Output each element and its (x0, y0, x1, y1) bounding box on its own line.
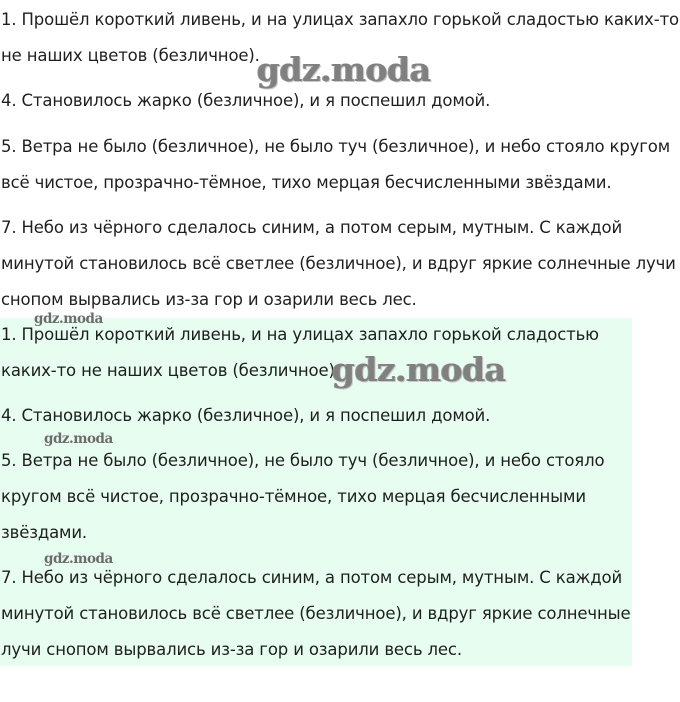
task-line-1: 1. Прошёл короткий ливень, и на улицах запахло горькой сладостью каких-то (1, 10, 679, 29)
watermark-logo: gdz.moda (257, 50, 431, 89)
task-line-6: 7. Небо из чёрного сделалось синим, а потом серым, мутным. С каждой (1, 218, 623, 237)
answer-line-4: 5. Ветра не было (безличное), не было туч (безличное), и небо стояло (1, 451, 605, 470)
watermark-logo-small: gdz.moda (44, 551, 113, 567)
task-line-3: 4. Становилось жарко (безличное), и я поспешил домой. (1, 91, 491, 110)
answer-line-3: 4. Становилось жарко (безличное), и я поспешил домой. (1, 406, 491, 425)
task-line-2: не наших цветов (безличное). (1, 46, 260, 65)
task-line-5: всё чистое, прозрачно-тёмное, тихо мерцая бесчисленными звёздами. (1, 173, 612, 192)
answer-line-2: каких-то не наших цветов (безличное). (1, 361, 340, 380)
answer-line-6: звёздами. (1, 523, 88, 542)
answer-line-8: минутой становилось всё светлее (безличное), и вдруг яркие солнечные (1, 604, 631, 623)
task-line-4: 5. Ветра не было (безличное), не было туч (безличное), и небо стояло кругом (1, 137, 671, 156)
task-line-8: снопом вырвались из-за гор и озарили весь лес. (1, 290, 417, 309)
answer-line-5: кругом всё чистое, прозрачно-тёмное, тихо мерцая бесчисленными (1, 487, 586, 506)
answer-line-1: 1. Прошёл короткий ливень, и на улицах запахло горькой сладостью (1, 325, 599, 344)
watermark-logo-small: gdz.moda (44, 431, 113, 447)
answer-line-7: 7. Небо из чёрного сделалось синим, а потом серым, мутным. С каждой (1, 568, 623, 587)
task-line-7: минутой становилось всё светлее (безличное), и вдруг яркие солнечные лучи (1, 254, 676, 273)
watermark-logo-small: gdz.moda (34, 311, 103, 327)
answer-line-9: лучи снопом вырвались из-за гор и озарили весь лес. (1, 640, 462, 659)
watermark-logo: gdz.moda (332, 350, 506, 389)
